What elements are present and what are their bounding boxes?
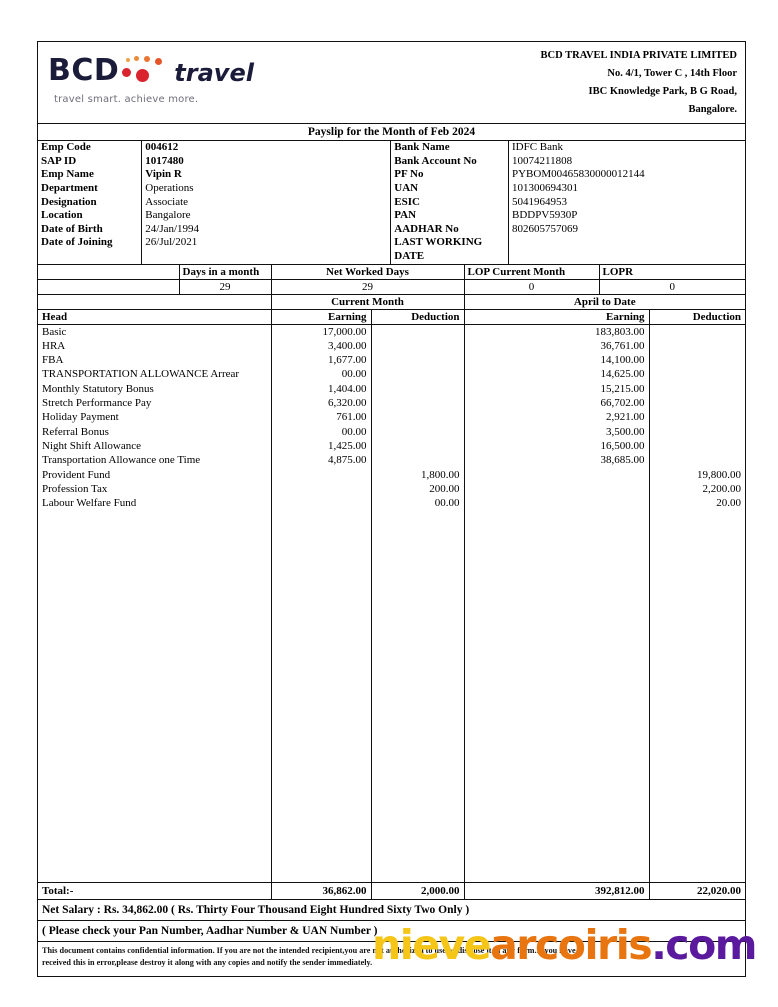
item-head: Provident Fund [42,468,111,481]
watermark-part-2: arcoiris [490,921,652,969]
bank-value-0: IDFC Bank [508,141,745,155]
total-current-earning: 36,862.00 [271,883,371,900]
days-in-month-label: Days in a month [179,265,271,280]
table-filler-row [38,510,745,882]
item-ytd-earning: 14,100.00 [464,353,649,367]
emp-value-0: 004612 [142,141,391,155]
item-current-earning: 17,000.00 [271,325,371,339]
info-row [38,236,745,264]
item-ytd-earning: 66,702.00 [464,396,649,410]
attendance-header-row [38,265,745,280]
ytd-earning-header: Earning [464,309,649,324]
item-current-deduction [371,353,464,367]
item-ytd-deduction [649,410,745,424]
attendance-blank-cell-2 [38,279,179,294]
bank-label-6: AADHAR No [391,223,509,237]
company-address-line3: Bangalore. [688,104,737,116]
bank-value-6: 802605757069 [508,223,745,237]
watermark-part-3: .com [651,921,756,969]
table-row [38,425,745,439]
table-row [38,382,745,396]
emp-label-2: Emp Name [41,168,94,181]
net-salary-row: Net Salary : Rs. 34,862.00 ( Rs. Thirty Four Thousand Eight Hundred Sixty Two Only ) [38,899,745,920]
item-ytd-earning: 2,921.00 [464,410,649,424]
attendance-value-row [38,279,745,294]
item-ytd-deduction [649,382,745,396]
lopr-value: 0 [599,279,745,294]
info-row [38,168,745,182]
table-row [38,439,745,453]
net-worked-days-value: 29 [271,279,464,294]
item-head: Labour Welfare Fund [42,497,137,510]
bank-label-4: ESIC [391,196,509,210]
period-blank-cell [38,295,271,310]
company-address-line1: No. 4/1, Tower C , 14th Floor [607,68,737,80]
item-ytd-deduction [649,453,745,467]
current-deduction-header: Deduction [371,309,464,324]
lop-current-month-value: 0 [464,279,599,294]
item-ytd-deduction [649,425,745,439]
company-tagline: travel smart. achieve more. [54,94,199,105]
net-worked-days-label: Net Worked Days [271,265,464,280]
filler-head [38,510,271,882]
item-current-earning [271,482,371,496]
bank-label-2: PF No [391,168,509,182]
item-ytd-deduction [649,396,745,410]
item-current-earning: 761.00 [271,410,371,424]
total-ytd-earning: 392,812.00 [464,883,649,900]
item-head: FBA [42,354,64,367]
emp-label-4: Designation [41,195,97,208]
table-row [38,367,745,381]
payslip-line-items-table [38,325,745,883]
item-head: Profession Tax [42,482,108,495]
item-current-earning [271,496,371,510]
head-column-label: Head [42,310,68,323]
item-head: TRANSPORTATION ALLOWANCE Arrear [42,368,240,381]
item-current-earning: 3,400.00 [271,339,371,353]
emp-label-0: Emp Code [41,141,91,154]
bank-value-4: 5041964953 [508,196,745,210]
company-name: BCD TRAVEL INDIA PRIVATE LIMITED [540,50,737,61]
emp-value-3: Operations [142,182,391,196]
lop-current-month-label: LOP Current Month [464,265,599,280]
bank-label-1: Bank Account No [391,155,509,169]
item-current-deduction [371,439,464,453]
item-ytd-deduction: 19,800.00 [649,468,745,482]
item-ytd-deduction: 2,200.00 [649,482,745,496]
payslip-title: Payslip for the Month of Feb 2024 [38,124,745,141]
company-address-block [338,42,745,123]
bank-label-0: Bank Name [391,141,509,155]
table-row [38,410,745,424]
total-current-deduction: 2,000.00 [371,883,464,900]
money-column-header-row [38,309,745,324]
item-ytd-deduction [649,353,745,367]
emp-value-1: 1017480 [142,155,391,169]
ytd-deduction-header: Deduction [649,309,745,324]
payslip-document [37,41,746,977]
bank-value-1: 10074211808 [508,155,745,169]
emp-label-1: SAP ID [41,154,77,167]
april-to-date-header: April to Date [464,295,745,310]
filler-ae [464,510,649,882]
attendance-table [38,265,745,295]
table-row [38,339,745,353]
document-header [38,42,745,124]
item-current-earning: 1,404.00 [271,382,371,396]
item-head: Transportation Allowance one Time [42,454,201,467]
item-ytd-earning: 14,625.00 [464,367,649,381]
table-row [38,396,745,410]
earnings-column-header [38,295,745,325]
item-ytd-earning: 38,685.00 [464,453,649,467]
item-head: Night Shift Allowance [42,439,141,452]
item-head: Monthly Statutory Bonus [42,382,154,395]
emp-label-3: Department [41,181,98,194]
disclaimer-line-1: This document contains confidential information. If you are not the intended recipient,you are not authorized to use or disclose it in any form.If you have [42,946,576,956]
current-earning-header: Earning [271,309,371,324]
item-ytd-earning: 183,803.00 [464,325,649,339]
item-head: Holiday Payment [42,411,119,424]
item-current-deduction [371,339,464,353]
filler-ad [649,510,745,882]
item-ytd-earning: 36,761.00 [464,339,649,353]
item-current-deduction [371,425,464,439]
item-ytd-earning: 16,500.00 [464,439,649,453]
item-current-earning [271,468,371,482]
info-row [38,141,745,155]
emp-label-6: Date of Birth [41,222,103,235]
totals-table [38,882,745,899]
item-head: Basic [42,325,67,338]
employee-bank-info-table [38,141,745,264]
table-row [38,353,745,367]
disclaimer-line-2: received this in error,please destroy it along with any copies and notify the sender immediately. [42,958,373,968]
item-head: HRA [42,339,66,352]
bank-label-7: LAST WORKING DATE [391,236,509,264]
item-ytd-earning: 3,500.00 [464,425,649,439]
item-current-earning: 00.00 [271,367,371,381]
item-current-earning: 1,425.00 [271,439,371,453]
bank-label-5: PAN [391,209,509,223]
item-current-deduction [371,453,464,467]
period-header-row [38,295,745,310]
emp-value-4: Associate [142,196,391,210]
company-address-line2: IBC Knowledge Park, B G Road, [588,86,737,98]
item-ytd-earning: 15,215.00 [464,382,649,396]
item-ytd-earning [464,496,649,510]
logo-dots-icon [120,56,172,86]
site-watermark [372,921,756,969]
emp-value-2: Vipin R [142,168,391,182]
item-ytd-deduction [649,325,745,339]
company-logo [38,42,338,123]
item-current-deduction [371,382,464,396]
item-current-deduction: 00.00 [371,496,464,510]
item-ytd-deduction [649,439,745,453]
info-row [38,223,745,237]
total-ytd-deduction: 22,020.00 [649,883,745,900]
item-current-earning: 00.00 [271,425,371,439]
emp-label-5: Location [41,209,83,222]
table-row [38,496,745,510]
item-current-deduction [371,396,464,410]
logo-travel-text: travel [174,59,254,87]
table-row [38,325,745,339]
bank-value-3: 101300694301 [508,182,745,196]
table-row [38,468,745,482]
bank-value-7 [508,236,745,264]
total-label: Total:- [42,885,74,898]
item-current-earning: 4,875.00 [271,453,371,467]
total-row [38,883,745,900]
table-row [38,482,745,496]
item-current-deduction [371,367,464,381]
watermark-part-1: nieve [372,921,491,969]
emp-value-6: 24/Jan/1994 [142,223,391,237]
info-row [38,182,745,196]
item-head: Stretch Performance Pay [42,397,152,410]
emp-value-7: 26/Jul/2021 [142,236,391,264]
emp-label-7: Date of Joining [41,236,113,249]
days-in-month-value: 29 [179,279,271,294]
item-head: Referral Bonus [42,425,109,438]
info-row [38,209,745,223]
bank-label-3: UAN [391,182,509,196]
bank-value-5: BDDPV5930P [508,209,745,223]
item-current-deduction: 200.00 [371,482,464,496]
attendance-blank-cell [38,265,179,280]
item-current-earning: 6,320.00 [271,396,371,410]
logo-bcd-text: BCD [48,53,120,88]
emp-value-5: Bangalore [142,209,391,223]
item-ytd-deduction: 20.00 [649,496,745,510]
item-current-earning: 1,677.00 [271,353,371,367]
item-ytd-earning [464,482,649,496]
item-current-deduction [371,325,464,339]
current-month-header: Current Month [271,295,464,310]
bank-value-2: PYBOM00465830000012144 [508,168,745,182]
item-ytd-earning [464,468,649,482]
item-current-deduction [371,410,464,424]
info-row [38,196,745,210]
info-row [38,155,745,169]
table-row [38,453,745,467]
item-ytd-deduction [649,367,745,381]
item-current-deduction: 1,800.00 [371,468,464,482]
check-details-note: ( Please check your Pan Number, Aadhar Number & UAN Number ) [38,920,745,941]
item-ytd-deduction [649,339,745,353]
lopr-label: LOPR [599,265,745,280]
filler-ce [271,510,371,882]
filler-cd [371,510,464,882]
